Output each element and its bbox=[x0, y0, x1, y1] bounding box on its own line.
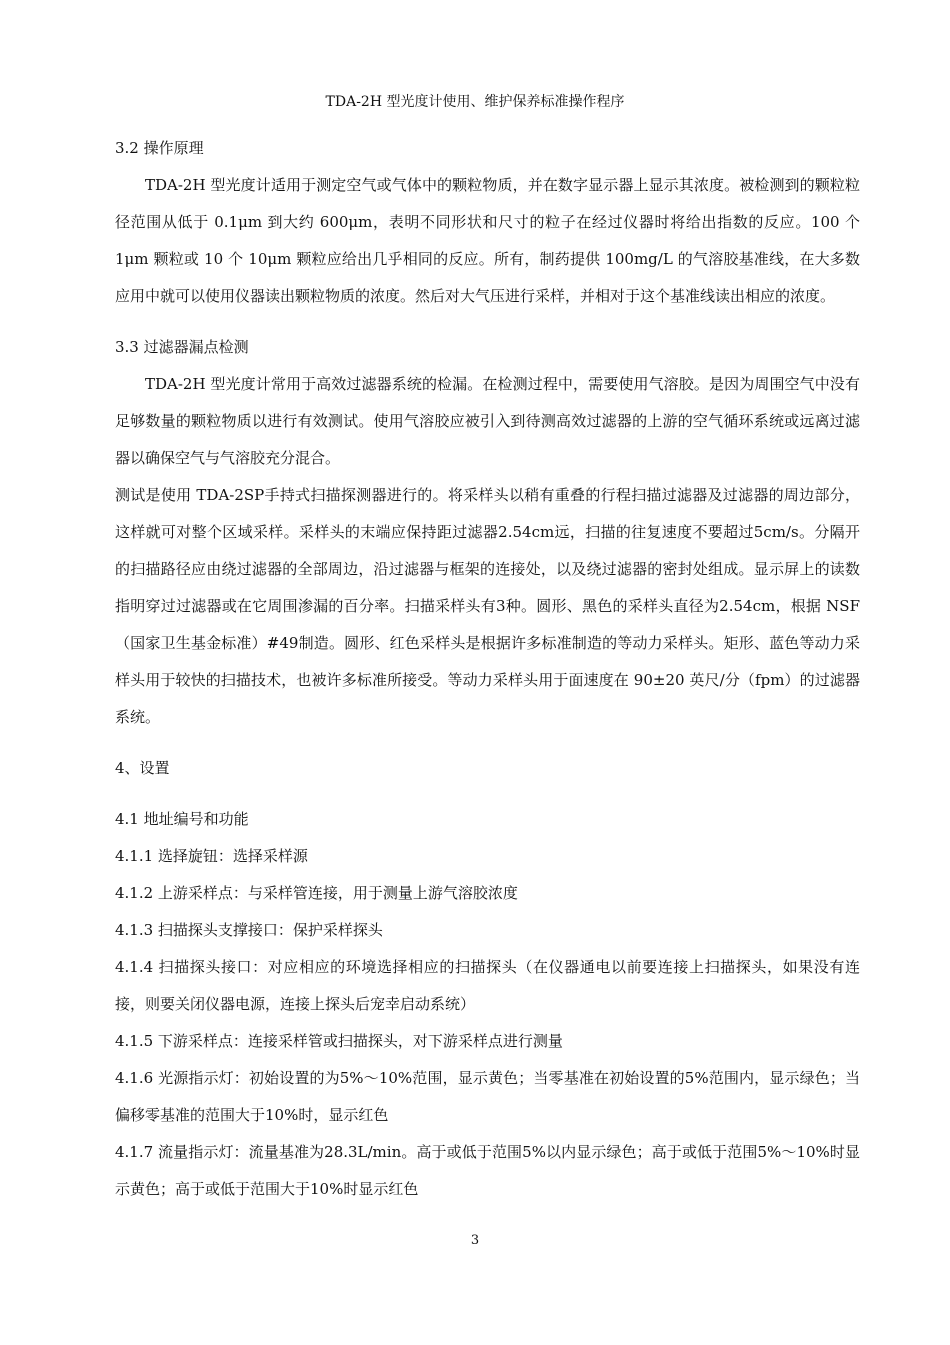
section-heading-3-2: 3.2 操作原理 bbox=[115, 139, 204, 157]
list-item-4-1-6: 4.1.6 光源指示灯：初始设置的为5%～10%范围，显示黄色；当零基准在初始设置的5%范围内，显示绿色；当偏移零基准的范围大于10%时，显示红色 bbox=[115, 1069, 860, 1124]
list-item-4-1-5: 4.1.5 下游采样点：连接采样管或扫描探头，对下游采样点进行测量 bbox=[115, 1032, 563, 1050]
page-number: 3 bbox=[470, 1233, 480, 1248]
section-heading-3-3: 3.3 过滤器漏点检测 bbox=[115, 338, 249, 356]
document-body bbox=[115, 130, 860, 1208]
list-item-4-1-7: 4.1.7 流量指示灯：流量基准为28.3L/min。高于或低于范围5%以内显示绿色；高于或低于范围5%～10%时显示黄色；高于或低于范围大于10%时显示红色 bbox=[115, 1143, 860, 1198]
section-heading-4-1: 4.1 地址编号和功能 bbox=[115, 810, 249, 828]
page-header-title: TDA-2H 型光度计使用、维护保养标准操作程序 bbox=[325, 94, 625, 110]
list-item-4-1-1: 4.1.1 选择旋钮：选择采样源 bbox=[115, 847, 308, 865]
list-item-4-1-2: 4.1.2 上游采样点：与采样管连接，用于测量上游气溶胶浓度 bbox=[115, 884, 518, 902]
section-3-3-paragraph-1: TDA-2H 型光度计常用于高效过滤器系统的检漏。在检测过程中，需要使用气溶胶。是因为周围空气中没有足够数量的颗粒物质以进行有效测试。使用气溶胶应被引入到待测高效过滤器的上游的空气循环系统或远离过滤器以确保空气与气溶胶充分混合。 bbox=[115, 375, 860, 467]
list-item-4-1-3: 4.1.3 扫描探头支撑接口：保护采样探头 bbox=[115, 921, 383, 939]
section-3-3-paragraph-2: 测试是使用 TDA-2SP手持式扫描探测器进行的。将采样头以稍有重叠的行程扫描过滤器及过滤器的周边部分，这样就可对整个区域采样。采样头的末端应保持距过滤器2.54cm远，扫描的往复速度不要超过5cm/s。分隔开的扫描路径应由绕过滤器的全部周边，沿过滤器与框架的连接处，以及绕过滤器的密封处组成。显示屏上的读数指明穿过过滤器或在它周围渗漏的百分率。扫描采样头有3种。圆形、黑色的采样头直径为2.54cm，根据 NSF（国家卫生基金标准）#49制造。圆形、红色采样头是根据许多标准制造的等动力采样头。矩形、蓝色等动力采样头用于较快的扫描技术，也被许多标准所接受。等动力采样头用于面速度在 90±20 英尺/分（fpm）的过滤器系统。 bbox=[115, 486, 860, 726]
section-heading-4: 4、设置 bbox=[115, 759, 170, 777]
list-item-4-1-4: 4.1.4 扫描探头接口：对应相应的环境选择相应的扫描探头（在仪器通电以前要连接上扫描探头，如果没有连接，则要关闭仪器电源，连接上探头后宠幸启动系统） bbox=[115, 958, 860, 1013]
section-3-2-paragraph: TDA-2H 型光度计适用于测定空气或气体中的颗粒物质，并在数字显示器上显示其浓度。被检测到的颗粒粒径范围从低于 0.1μm 到大约 600μm，表明不同形状和尺寸的粒子在经过仪器时将给出指数的反应。100 个 1μm 颗粒或 10 个 10μm 颗粒应给出几乎相同的反应。所有，制药提供 100mg/L 的气溶胶基准线，在大多数应用中就可以使用仪器读出颗粒物质的浓度。然后对大气压进行采样，并相对于这个基准线读出相应的浓度。 bbox=[115, 176, 860, 305]
